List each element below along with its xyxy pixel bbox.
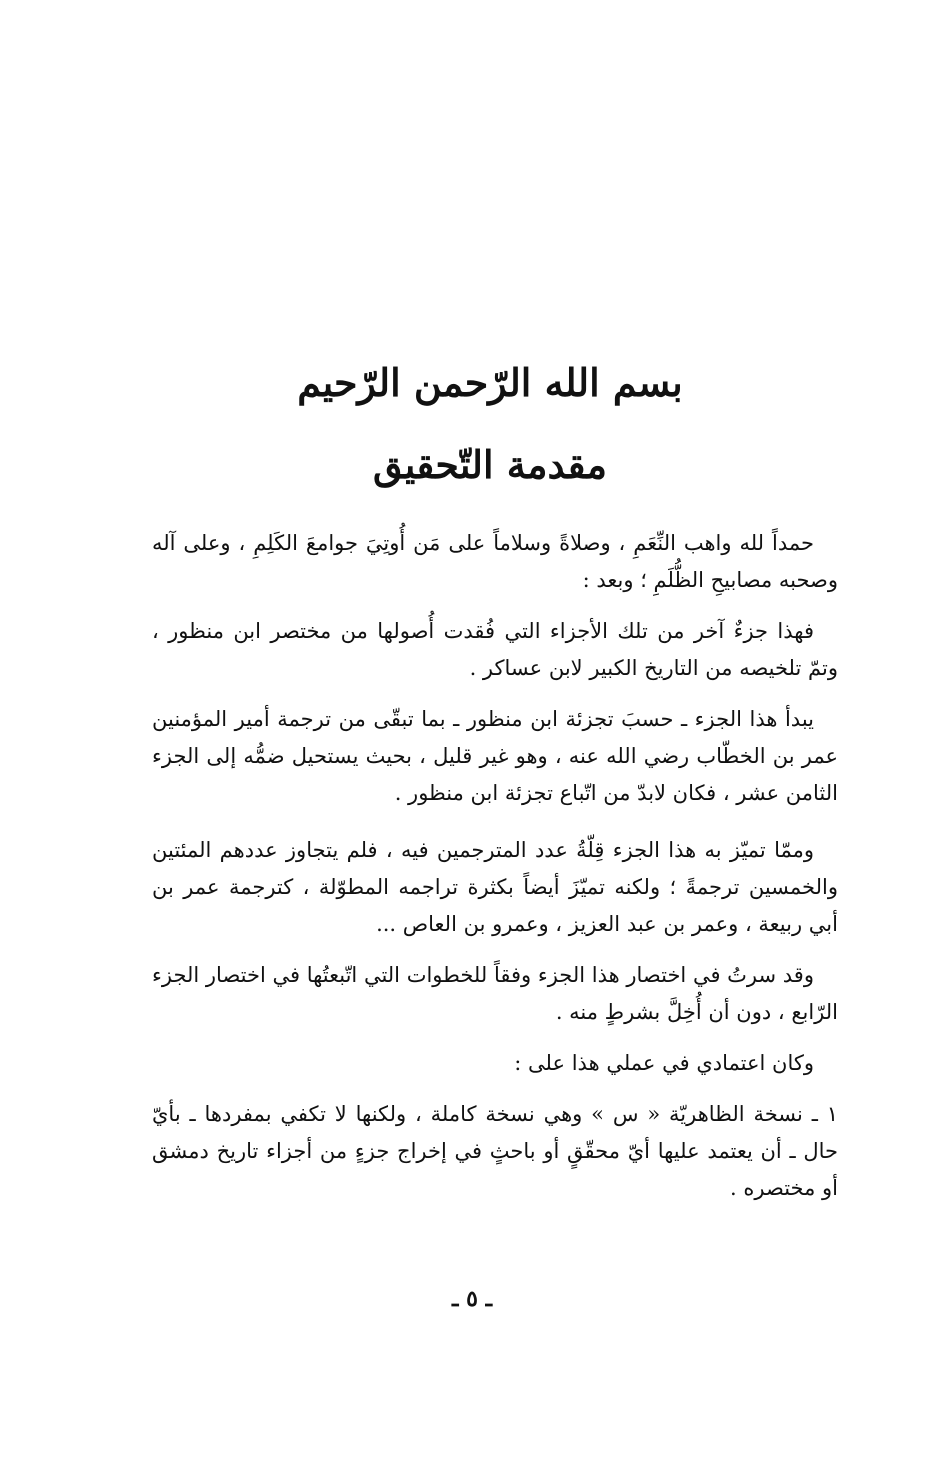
paragraph-opening: حمداً لله واهب النِّعَمِ ، وصلاةً وسلاماً على مَن أُوتِيَ جوامعَ الكَلِمِ ، وعلى آله وصحبه مصابيحِ الظُّلَمِ ؛ وبعد :: [152, 531, 838, 592]
paragraph-method: وقد سرتُ في اختصار هذا الجزء وفقاً للخطوات التي اتّبعتُها في اختصار الجزء الرّابع ، دون أن أُخِلَّ بشرطٍ منه .: [151, 963, 838, 1024]
paragraph-sources-intro: وكان اعتمادي في عملي هذا على :: [514, 1051, 814, 1075]
paragraph-intro: فهذا جزءٌ آخر من تلك الأجزاء التي فُقدت أُصولها من مختصر ابن منظور ، وتمّ تلخيصه من التاريخ الكبير لابن عساكر .: [152, 619, 838, 680]
paragraph-features: وممّا تميّز به هذا الجزء قِلّةُ عدد المترجمين فيه ، فلم يتجاوز عددهم المئتين والخمسين ترجمةً ؛ ولكنه تميّزَ أيضاً بكثرة تراجمه المطوّلة ، كترجمة عمر بن أبي ربيعة ، وعمر بن عبد العزيز ، وعمرو بن العاص ...: [152, 838, 838, 936]
paragraph-beginning: يبدأ هذا الجزء ـ حسبَ تجزئة ابن منظور ـ بما تبقّى من ترجمة أمير المؤمنين عمر بن الخطّاب رضي الله عنه ، وهو غير قليل ، بحيث يستحيل ضمُّه إلى الجزء الثامن عشر ، فكان لابدّ من اتّباع تجزئة ابن منظور .: [152, 707, 838, 805]
page-title: مقدمة التّحقيق: [373, 442, 607, 487]
basmala-heading: بسم الله الرّحمن الرّحيم: [297, 360, 683, 405]
page-number: ـ ٥ ـ: [451, 1286, 493, 1312]
paragraph-source-1: ١ ـ نسخة الظاهريّة « س » وهي نسخة كاملة ، ولكنها لا تكفي بمفردها ـ بأيّ حال ـ أن يعتمد عليها أيّ محقّقٍ أو باحثٍ في إخراج جزءٍ من أجزاء تاريخ دمشق أو مختصره .: [152, 1102, 838, 1200]
body-text: [152, 525, 838, 1221]
